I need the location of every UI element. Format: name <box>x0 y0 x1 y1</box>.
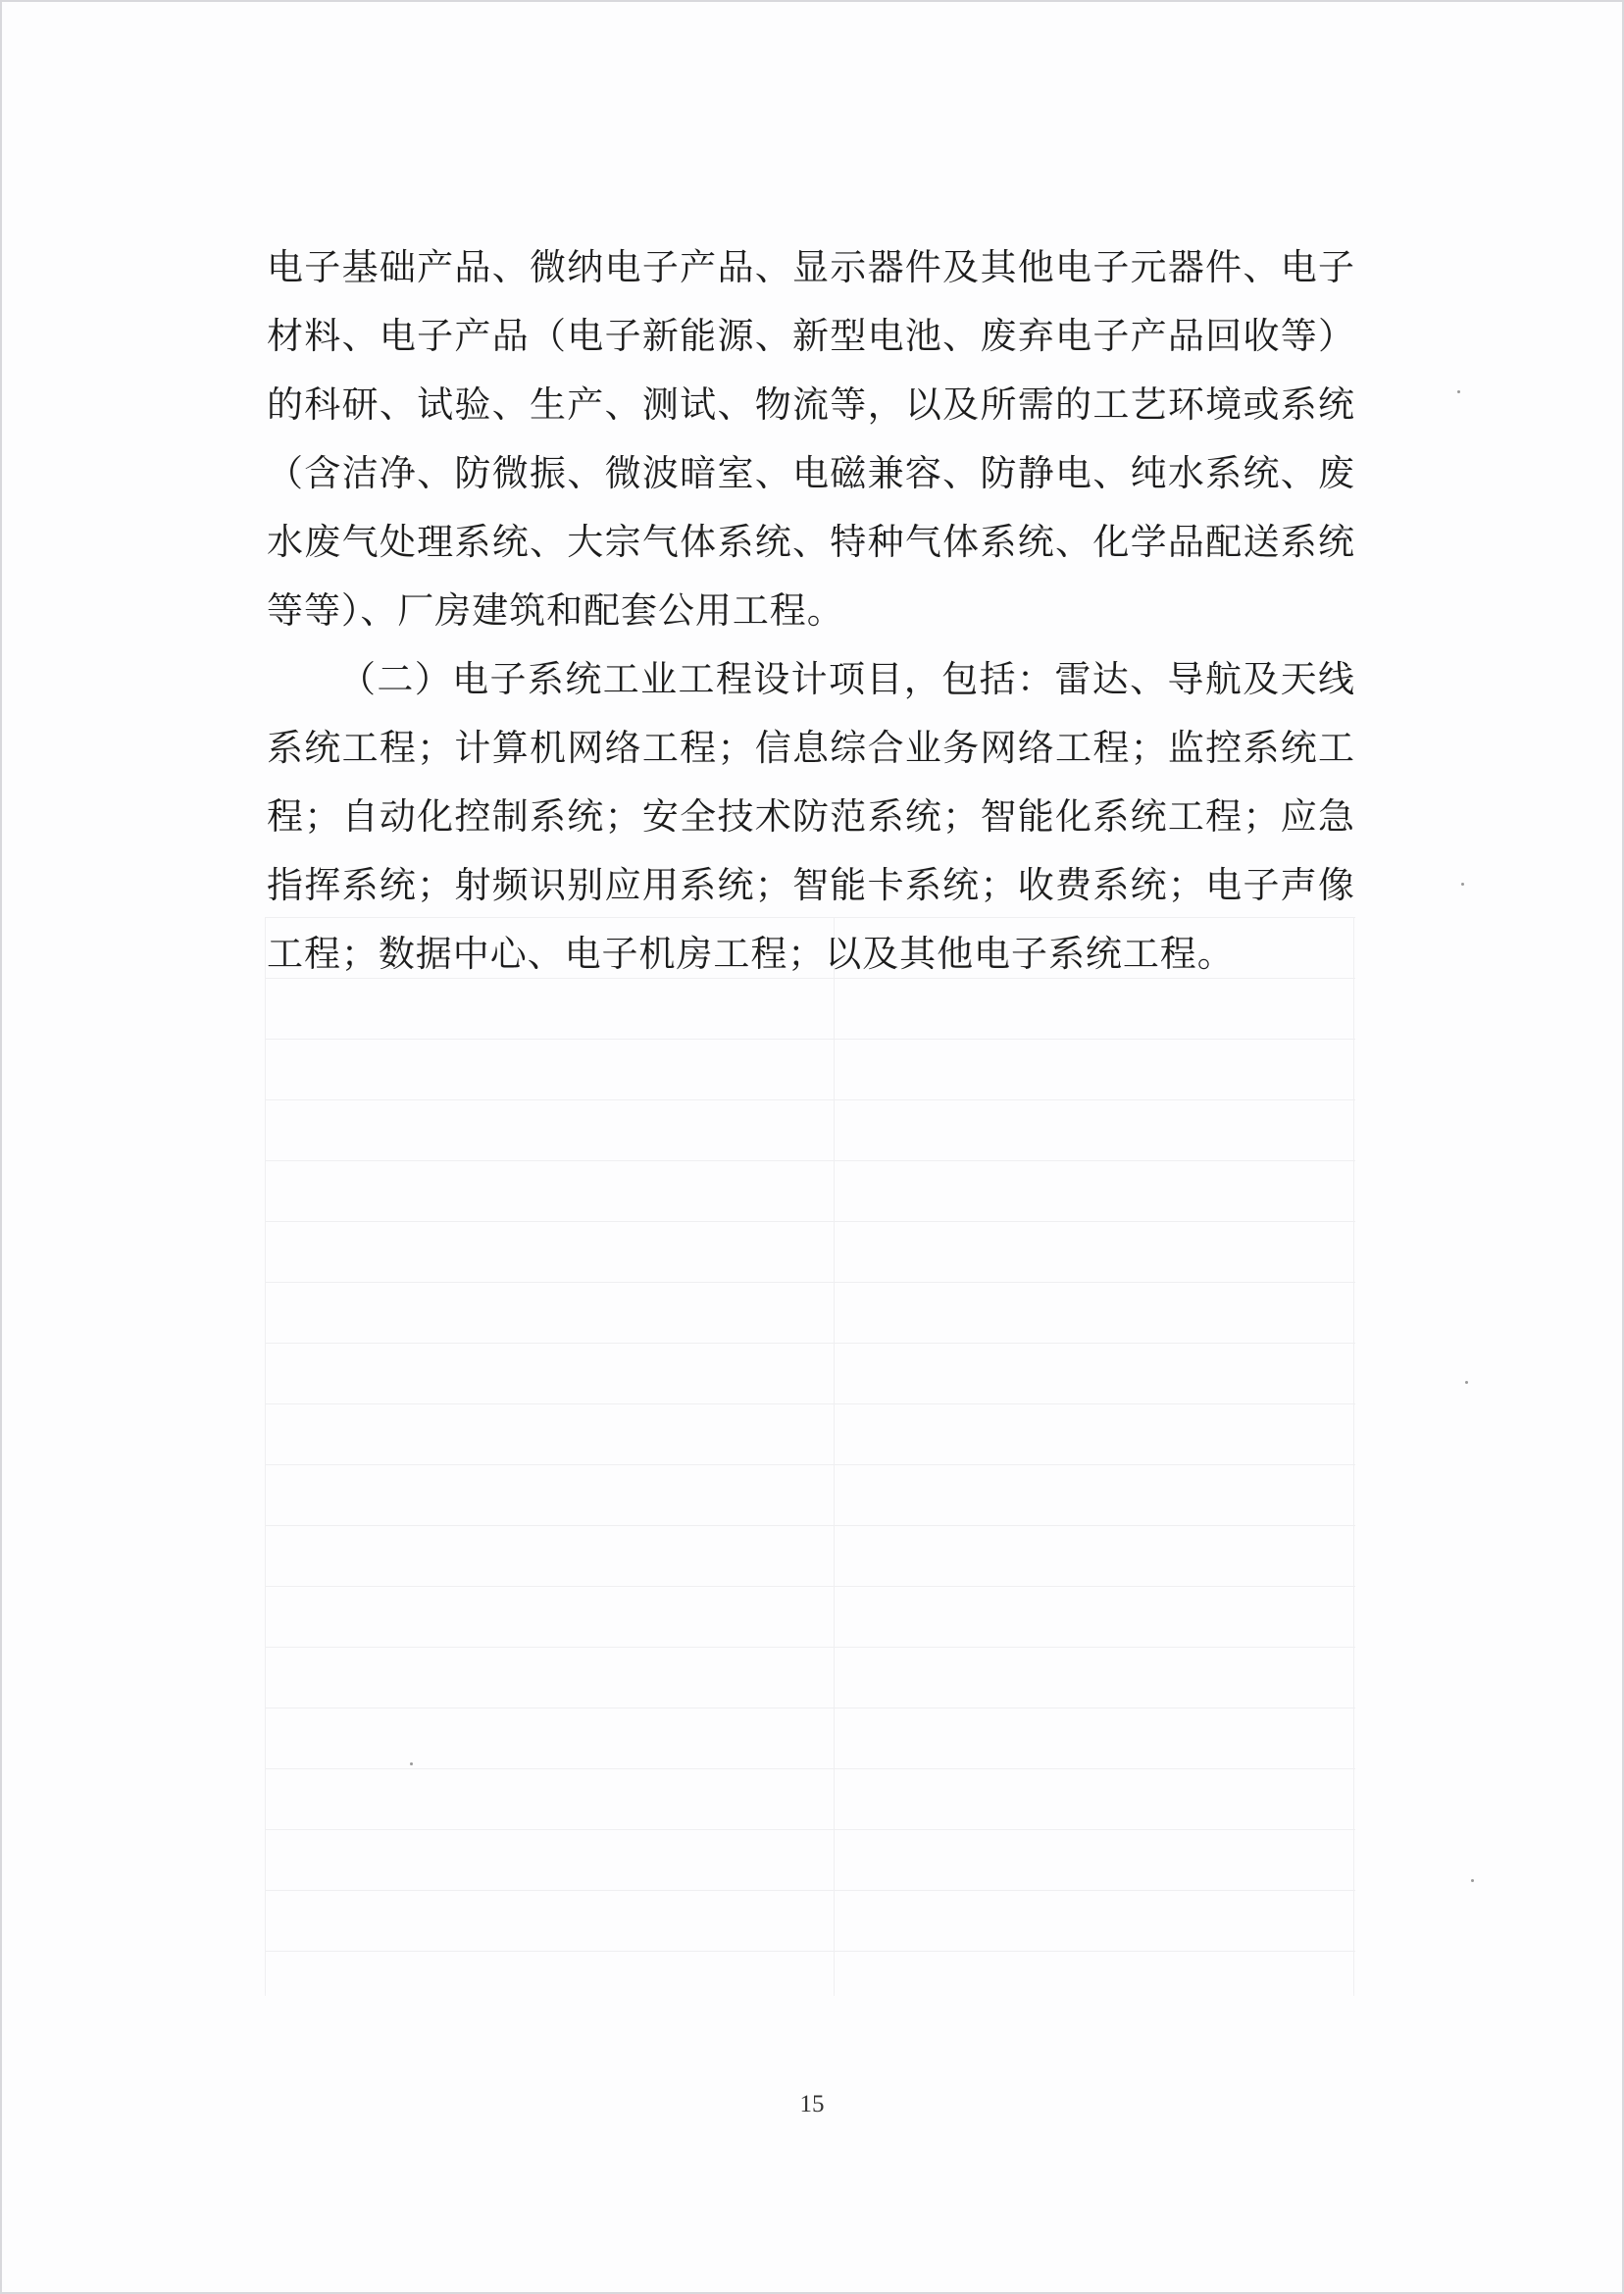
paragraph-electronic-systems: （二）电子系统工业工程设计项目，包括：雷达、导航及天线系统工程；计算机网络工程；信息综合业务网络工程；监控系统工程；自动化控制系统；安全技术防范系统；智能化系统工程；应急指挥系统；射频识别应用系统；智能卡系统；收费系统；电子声像工程；数据中心、电子机房工程；以及其他电子系统工程。 <box>267 658 1355 975</box>
scan-speck <box>1465 1381 1468 1384</box>
paragraph-electronics-products: 电子基础产品、微纳电子产品、显示器件及其他电子元器件、电子材料、电子产品（电子新能源、新型电池、废弃电子产品回收等）的科研、试验、生产、测试、物流等，以及所需的工艺环境或系统（含洁净、防微振、微波暗室、电磁兼容、防静电、纯水系统、废水废气处理系统、大宗气体系统、特种气体系统、化学品配送系统等等）、厂房建筑和配套公用工程。 <box>267 246 1355 632</box>
scan-speck <box>1461 883 1464 886</box>
show-through-table-ghost <box>265 917 1355 1996</box>
body-text <box>267 233 1355 989</box>
scan-speck <box>410 1762 413 1765</box>
scan-speck <box>1471 1879 1474 1882</box>
page-number: 15 <box>799 2091 825 2117</box>
scan-speck <box>1457 390 1460 393</box>
